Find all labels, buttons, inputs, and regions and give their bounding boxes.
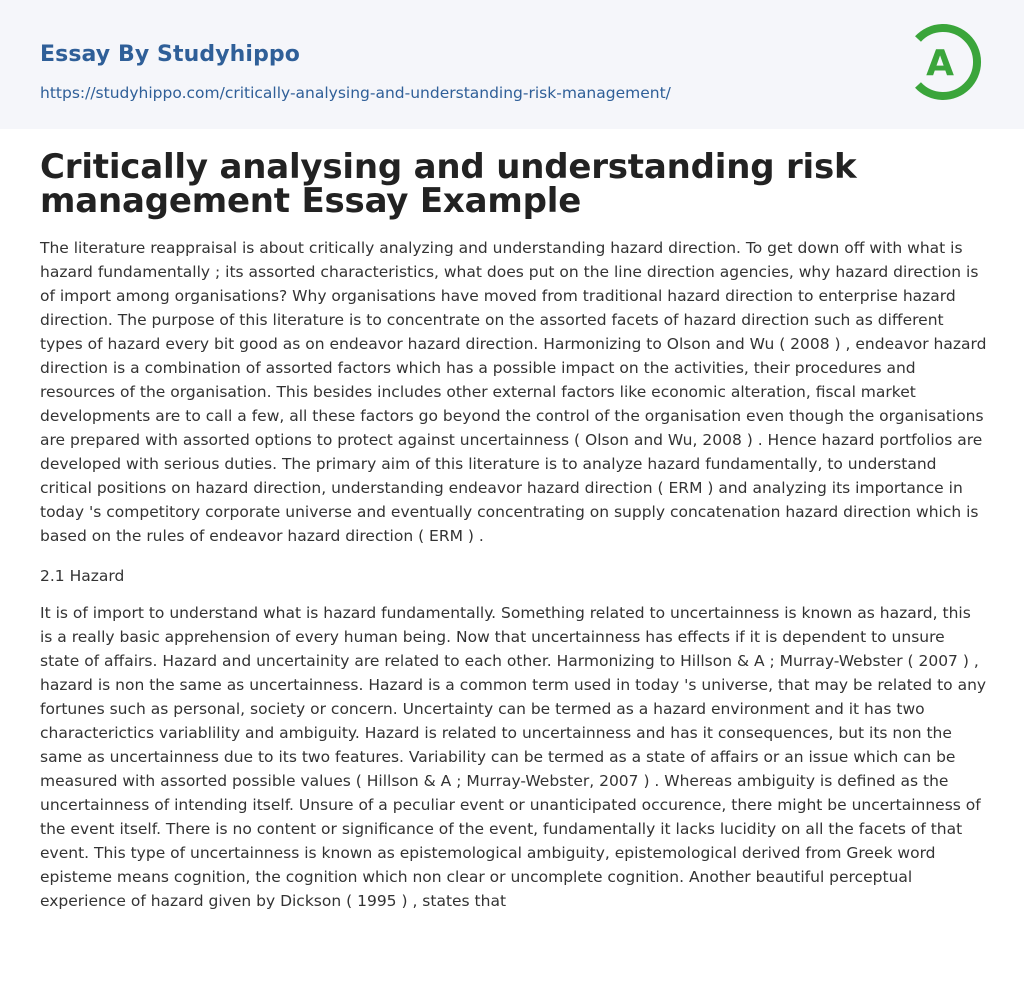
studyhippo-logo[interactable] [912,19,986,105]
site-brand[interactable]: Essay By Studyhippo [40,42,300,67]
logo-letter: A [926,43,954,84]
section-paragraph: It is of import to understand what is hazard fundamentally. Something related to uncertainness is known as hazard, this is a really basic apprehension of every human being. Now that uncertainness has effects if it is dependent to unsure state of affairs. Hazard and uncertainity are related to each other. Harmonizing to Hillson & A ; Murray-Webster ( 2007 ) , hazard is non the same as uncertainness. Hazard is a common term used in today 's universe, that may be related to any fortunes such as personal, society or concern. Uncertainty can be termed as a hazard environment and it has two characterictics variablility and ambiguity. Hazard is related to uncertainness and has it consequences, but its non the same as uncertainness due to its two features. Variability can be termed as a state of affairs or an issue which can be measured with assorted possible values ( Hillson & A ; Murray-Webster, 2007 ) . Whereas ambiguity is defined as the uncertainness of intending itself. Unsure of a peculiar event or unanticipated occurence, there might be uncertainness of the event itself. There is no content or significance of the event, fundamentally it lacks lucidity on all the facets of that event. This type of uncertainness is known as epistemological ambiguity, epistemological derived from Greek word episteme means cognition, the cognition which non clear or uncomplete cognition. Another beautiful perceptual experience of hazard given by Dickson ( 1995 ) , states that [40,604,987,910]
site-header [0,0,1024,129]
article [40,147,988,913]
section-heading: 2.1 Hazard [40,567,125,585]
article-title: Critically analysing and understanding risk management Essay Example [40,147,857,221]
intro-paragraph: The literature reappraisal is about critically analyzing and understanding hazard direction. To get down off with what is hazard fundamentally ; its assorted characteristics, what does put on the line direction agencies, why hazard direction is of import among organisations? Why organisations have moved from traditional hazard direction to enterprise hazard direction. The purpose of this literature is to concentrate on the assorted facets of hazard direction such as different types of hazard every bit good as on endeavor hazard direction. Harmonizing to Olson and Wu ( 2008 ) , endeavor hazard direction is a combination of assorted factors which has a possible impact on the activities, their procedures and resources of the organisation. This besides includes other external factors like economic alteration, fiscal market developments are to call a few, all these factors go beyond the control of the organisation even though the organisations are prepared with assorted options to protect against uncertainness ( Olson and Wu, 2008 ) . Hence hazard portfolios are developed with serious duties. The primary aim of this literature is to analyze hazard fundamentally, to understand critical positions on hazard direction, understanding endeavor hazard direction ( ERM ) and analyzing its importance in today 's competitory corporate universe and eventually concentrating on supply concatenation hazard direction which is based on the rules of endeavor hazard direction ( ERM ) . [40,239,987,545]
logo-ring-icon [912,19,986,105]
article-url-link[interactable]: https://studyhippo.com/critically-analysing-and-understanding-risk-management/ [40,84,671,102]
